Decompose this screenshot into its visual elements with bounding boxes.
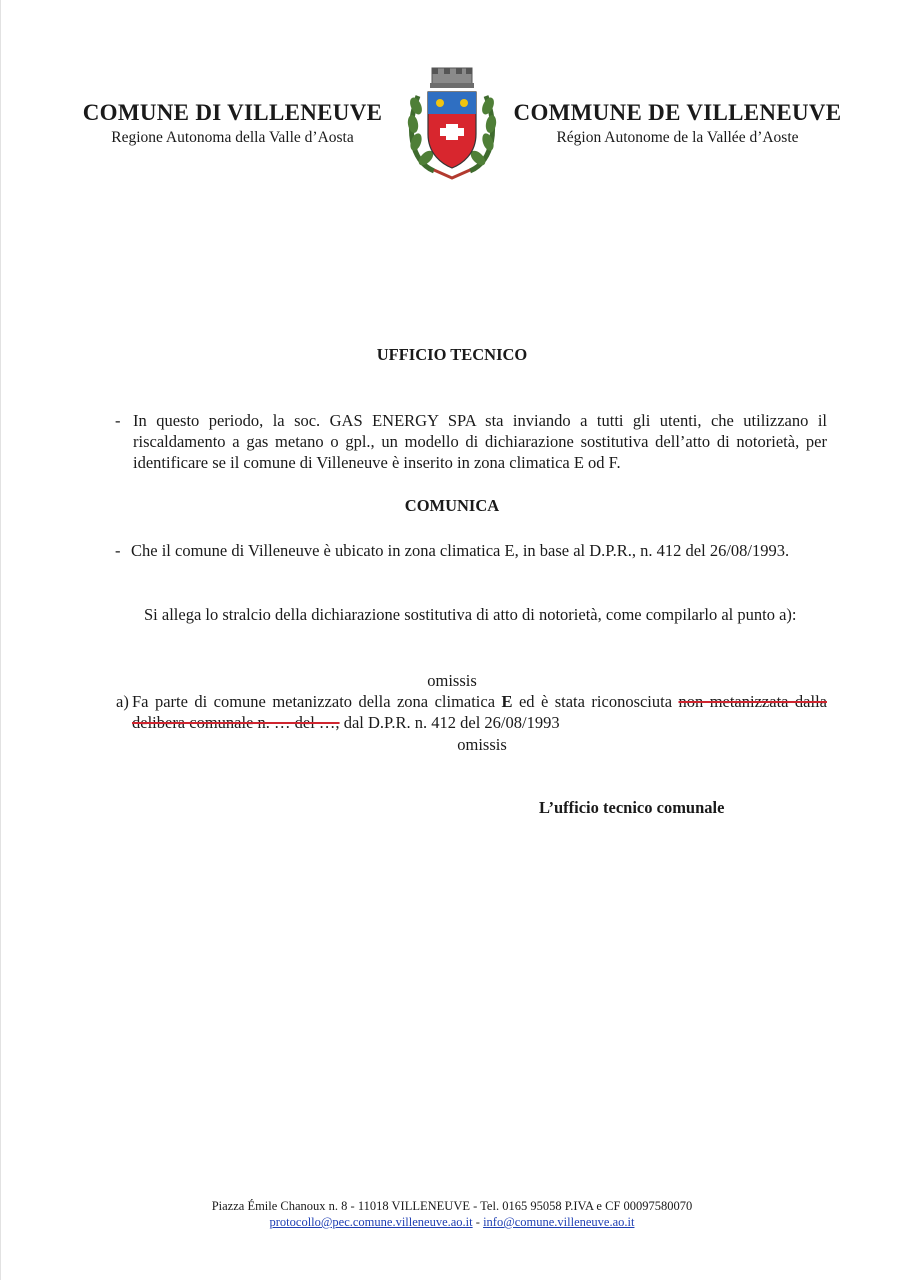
footer-address: Piazza Émile Chanoux n. 8 - 11018 VILLENEUVE - Tel. 0165 95058 P.IVA e CF 00097580070 (211, 1199, 693, 1213)
comunica-title: COMUNICA (404, 496, 500, 515)
omissis-bottom: omissis (457, 735, 507, 754)
pec-email-link[interactable]: protocollo@pec.comune.villeneuve.ao.it (269, 1215, 473, 1229)
intro-bullet: - (115, 411, 121, 430)
item-a-text-2: ed è stata riconosciuta (512, 692, 679, 711)
attachment-paragraph: Si allega lo stralcio della dichiarazione sostitutiva di atto di notorietà, come compilarlo al punto a): (144, 605, 797, 624)
omissis-top: omissis (427, 671, 477, 690)
footer-separator: - (472, 1215, 484, 1229)
header-left-title: COMUNE DI VILLENEUVE (82, 100, 383, 125)
signature: L’ufficio tecnico comunale (539, 798, 725, 817)
comunica-bullet: - (115, 541, 121, 560)
info-email-link[interactable]: info@comune.villeneuve.ao.it (483, 1215, 635, 1229)
header-left (60, 98, 405, 148)
item-a-text-1: Fa parte di comune metanizzato della zona climatica (132, 692, 502, 711)
header-right-title: COMMUNE DE VILLENEUVE (513, 100, 842, 125)
item-a-paragraph (132, 691, 827, 733)
page-edge (0, 0, 1, 1280)
header-right-subtitle: Région Autonome de la Vallée d’Aoste (556, 129, 799, 146)
header-right (500, 98, 855, 148)
coat-of-arms-icon (404, 66, 500, 186)
comunica-paragraph: Che il comune di Villeneuve è ubicato in zona climatica E, in base al D.P.R., n. 412 del 26/08/1993. (131, 541, 790, 560)
item-a-zone: E (501, 692, 513, 711)
item-a-struck-text: non metanizzata dalla delibera comunale n. … del …, (132, 692, 827, 732)
header-left-subtitle: Regione Autonoma della Valle d’Aosta (111, 129, 354, 146)
intro-paragraph: In questo periodo, la soc. GAS ENERGY SPA sta inviando a tutti gli utenti, che utilizzano il riscaldamento a gas metano o gpl., un modello di dichiarazione sostitutiva dell’atto di notorietà, per identificare se il comune di Villeneuve è inserito in zona climatica E od F. (133, 411, 827, 472)
item-a-label: a) (116, 692, 129, 711)
item-a-text-3: dal D.P.R. n. 412 del 26/08/1993 (339, 713, 560, 732)
office-title: UFFICIO TECNICO (376, 345, 528, 364)
footer-contacts (0, 1214, 904, 1230)
